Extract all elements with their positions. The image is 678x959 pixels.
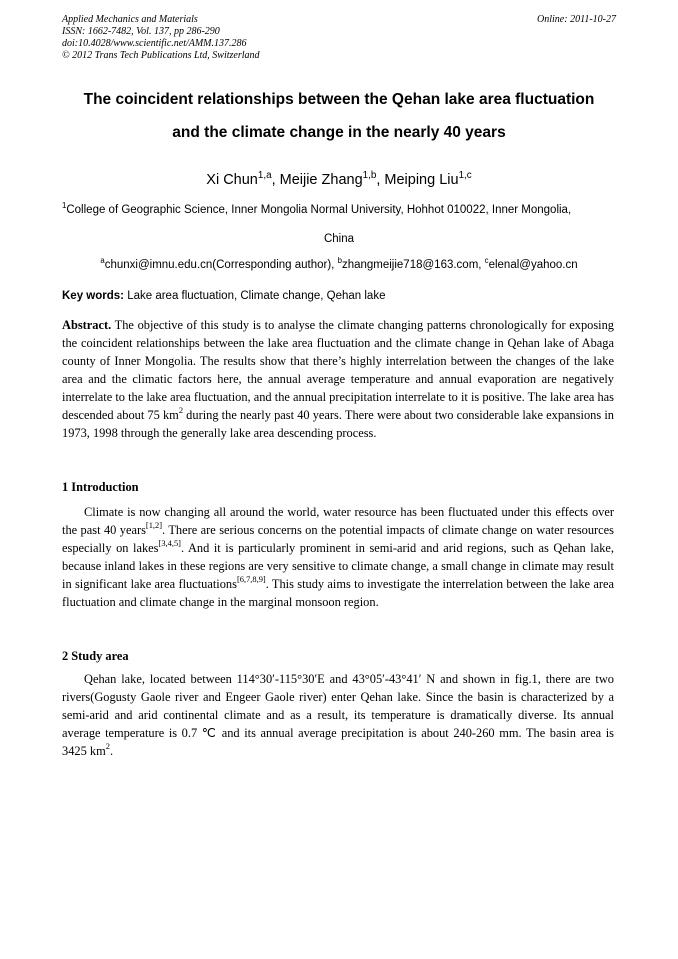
section-heading-introduction: 1 Introduction (62, 480, 139, 494)
online-date: Online: 2011-10-27 (537, 14, 616, 25)
abstract-label: Abstract. (62, 318, 112, 332)
paper-title-line-2: and the climate change in the nearly 40 years (172, 124, 506, 141)
keywords-text: Lake area fluctuation, Climate change, Qehan lake (124, 290, 386, 302)
citation: [1,2] (145, 520, 163, 531)
author-name: Xi Chun (206, 172, 258, 188)
issn-line: ISSN: 1662-7482, Vol. 137, pp 286-290 (62, 26, 220, 37)
email-address: zhangmeijie718@163.com, (341, 259, 485, 271)
author-name: Meijie Zhang (279, 172, 363, 188)
body-text: . (109, 744, 114, 758)
abstract-paragraph (62, 316, 614, 442)
superscript: 2 (105, 741, 110, 752)
keywords (62, 290, 622, 302)
keywords-label: Key words: (62, 290, 124, 302)
email-mark: a (100, 255, 105, 265)
journal-name: Applied Mechanics and Materials (62, 14, 198, 25)
email-mark: b (337, 255, 342, 265)
email-address: elenal@yahoo.cn (488, 259, 578, 271)
body-text: Qehan lake, located between 114°30′-115°30′E and 43°05′-43°41′ N and shown in fig.1, there are two rivers(Gogusty Gaole river and Engeer Gaole river) enter Qehan lake. Since the basin is characterized by a semi-arid and arid continental climate and as a result, its temperature is dramatically diverse. Its annual average temperature is 0.7 ℃ and its annual average precipitation is about 240-260 mm. The basin area is 3425 km (62, 672, 614, 758)
author-emails (0, 255, 678, 271)
email-address: chunxi@imnu.edu.cn(Corresponding author), (104, 259, 338, 271)
body-text: . There are serious concerns on the potential impacts of climate change on water resources especially on lakes (62, 523, 614, 555)
introduction-paragraph (62, 503, 614, 611)
body-text: Climate is now changing all around the world, water resource has been fluctuated under this effects over the past 40 years (62, 505, 614, 537)
email-mark: c (484, 255, 489, 265)
citation: [3,4,5] (158, 538, 181, 549)
affiliation-line-2: China (323, 233, 355, 245)
section-heading-study-area: 2 Study area (62, 649, 129, 663)
author-separator: , (376, 172, 385, 188)
superscript: 2 (178, 405, 184, 416)
abstract-text: during the nearly past 40 years. There were about two considerable lake expansions in 1973, 1998 through the generally lake area descending process. (62, 408, 614, 440)
author-list (0, 169, 678, 188)
affiliation-text: College of Geographic Science, Inner Mongolia Normal University, Hohhot 010022, Inner Mongolia, (66, 204, 572, 216)
study-area-paragraph (62, 670, 614, 760)
body-text: . This study aims to investigate the interrelation between the lake area fluctuation and climate change in the marginal monsoon region. (62, 577, 614, 609)
paper-title-line-1: The coincident relationships between the Qehan lake area fluctuation (83, 91, 595, 108)
citation: [6,7,8,9] (236, 574, 266, 585)
author-affiliation-mark: 1,a (257, 169, 272, 181)
affiliation-line-1 (62, 200, 622, 216)
affiliation-mark: 1 (62, 200, 67, 210)
author-name: Meiping Liu (384, 172, 459, 188)
author-separator: , (271, 172, 280, 188)
journal-header (62, 14, 622, 62)
abstract-text: The objective of this study is to analyse the climate changing patterns chronologically for exposing the coincident relationships between the lake area fluctuation and the climate change in Qehan lake of Abaga county of Inner Mongolia. The results show that there’s highly interrelation between the changes of the lake area and the climatic factors here, the annual average temperature and annual evaporation are negatively interrelate to the lake area fluctuation, and the annual precipitation interrelate to it is positive. The lake area has descended about 75 km (62, 318, 614, 422)
body-text: . And it is particularly prominent in semi-arid and arid regions, such as Qehan lake, because inland lakes in these regions are very sensitive to climate change, a small change in climate may result in significant lake area fluctuations (62, 541, 614, 591)
copyright-line: © 2012 Trans Tech Publications Ltd, Switzerland (62, 50, 260, 61)
author-affiliation-mark: 1,b (362, 169, 377, 181)
author-affiliation-mark: 1,c (458, 169, 472, 181)
doi-line: doi:10.4028/www.scientific.net/AMM.137.286 (62, 38, 247, 49)
